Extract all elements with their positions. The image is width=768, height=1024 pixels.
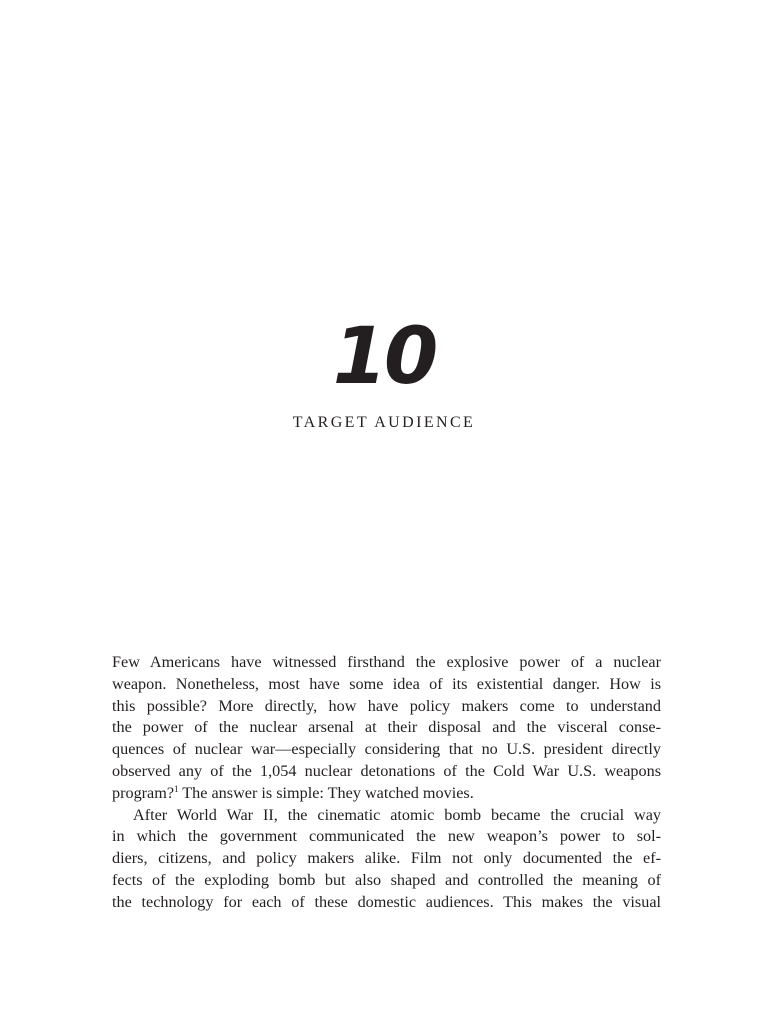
paragraph-2-line: After World War II, the cinematic atomic bomb became the crucial way xyxy=(133,805,661,824)
paragraph-2-line: diers, citizens, and policy makers alike. Film not only documented the ef- xyxy=(112,849,661,868)
footnote-marker[interactable]: 1 xyxy=(174,783,179,794)
paragraph-1-text: program? xyxy=(112,783,175,802)
paragraph-1-line: the power of the nuclear arsenal at their disposal and the visceral conse- xyxy=(112,718,661,737)
paragraph-1-line: observed any of the 1,054 nuclear detonations of the Cold War U.S. weapons xyxy=(112,761,661,780)
paragraph-1-line: quences of nuclear war—especially considering that no U.S. president directly xyxy=(112,740,661,759)
paragraph-1-last-line xyxy=(112,783,661,805)
paragraph-1-line: this possible? More directly, how have policy makers come to understand xyxy=(112,696,661,715)
paragraph-1-text: The answer is simple: They watched movies. xyxy=(178,783,474,802)
paragraph-2-line: fects of the exploding bomb but also shaped and controlled the meaning of xyxy=(112,870,661,889)
paragraph-2-line: the technology for each of these domestic audiences. This makes the visual xyxy=(112,892,661,911)
paragraph-1-line: weapon. Nonetheless, most have some idea of its existential danger. How is xyxy=(112,674,661,693)
chapter-number: 10 xyxy=(332,312,436,402)
chapter-title: TARGET AUDIENCE xyxy=(292,414,476,431)
paragraph-2-line: in which the government communicated the new weapon’s power to sol- xyxy=(112,827,661,846)
body-text xyxy=(112,652,661,914)
paragraph-1-line: Few Americans have witnessed firsthand the explosive power of a nuclear xyxy=(112,653,661,671)
